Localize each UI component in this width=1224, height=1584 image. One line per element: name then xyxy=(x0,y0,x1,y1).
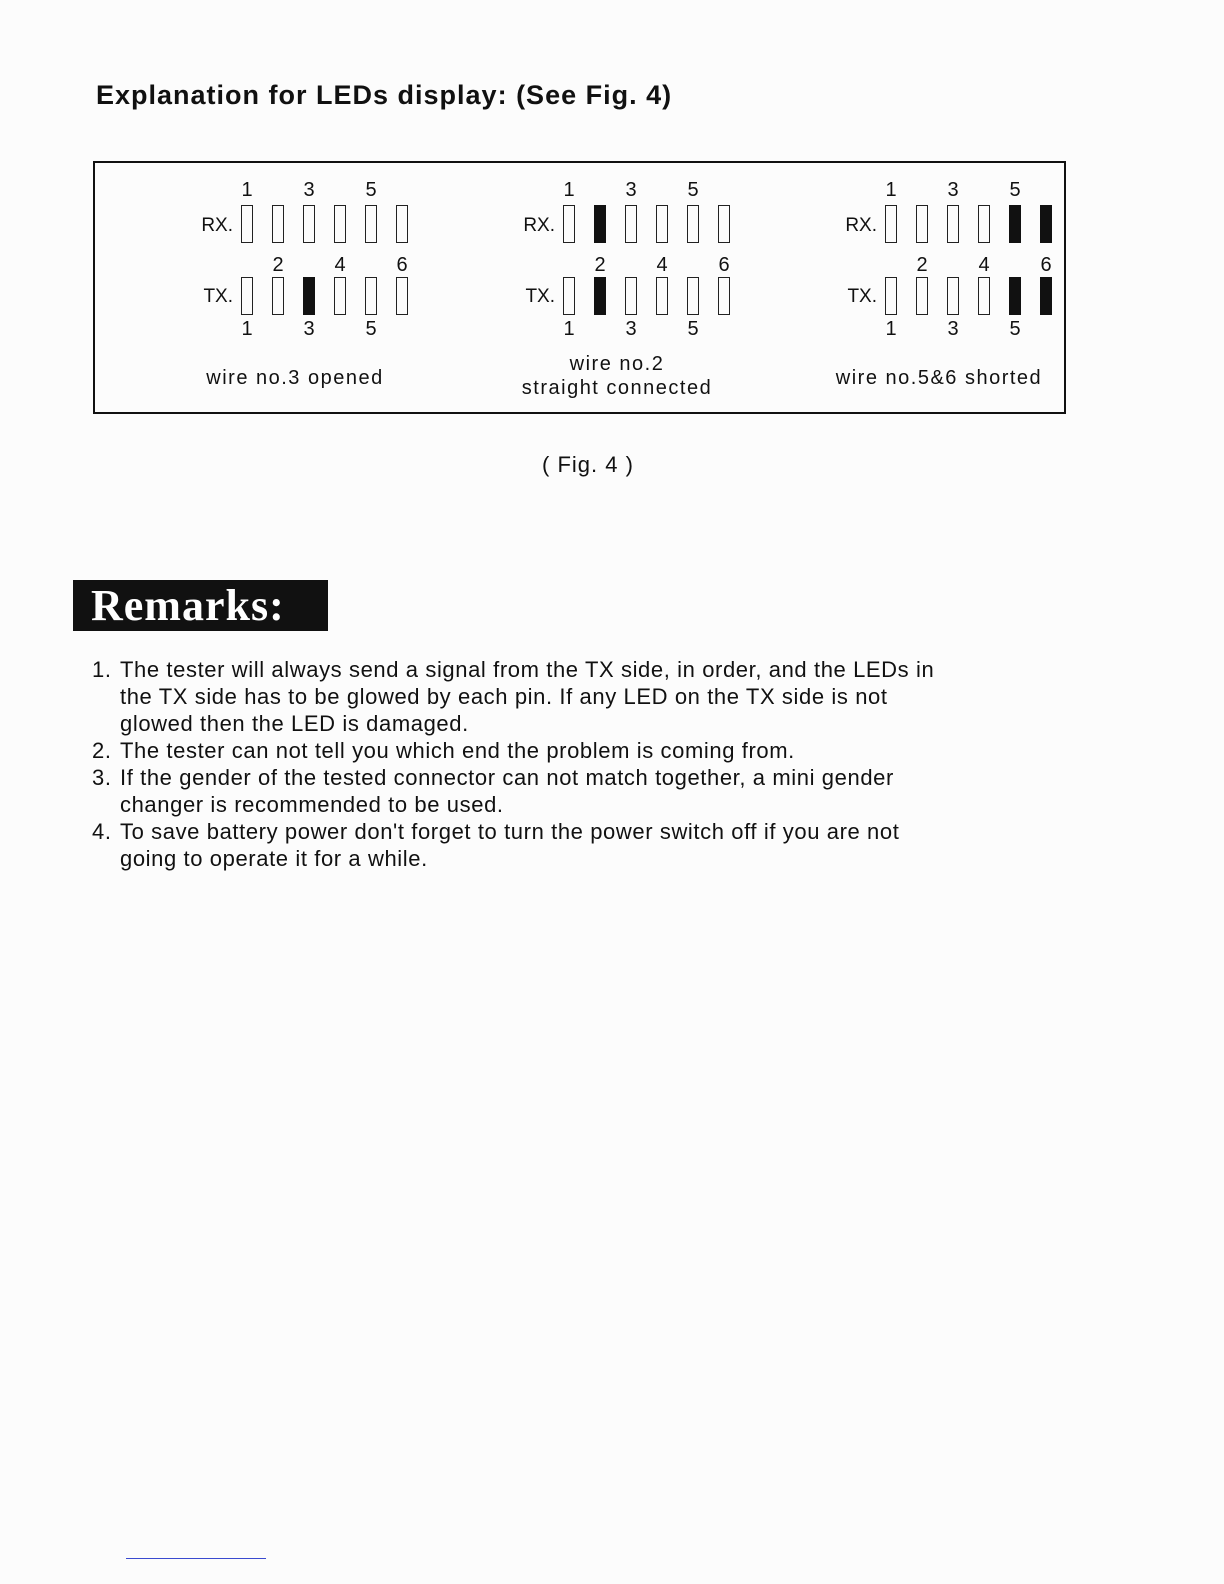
remark-line: changer is recommended to be used. xyxy=(120,792,504,817)
led-number-bottom: 5 xyxy=(365,318,377,340)
led-number-middle: 4 xyxy=(656,254,668,276)
rx-led-unlit xyxy=(687,205,699,243)
led-number-top: 5 xyxy=(687,179,699,201)
tx-led-unlit xyxy=(656,277,668,315)
tx-led-unlit xyxy=(272,277,284,315)
rx-led-unlit xyxy=(396,205,408,243)
rx-led-unlit xyxy=(303,205,315,243)
led-number-top: 1 xyxy=(885,179,897,201)
tx-led-lit xyxy=(594,277,606,315)
rx-led-unlit xyxy=(656,205,668,243)
tx-led-unlit xyxy=(334,277,346,315)
remarks-title: Remarks: xyxy=(73,580,328,631)
led-panel xyxy=(467,163,767,412)
panel-caption: wire no.3 opened xyxy=(206,367,384,389)
tx-led-unlit xyxy=(625,277,637,315)
led-number-bottom: 1 xyxy=(885,318,897,340)
panel-caption: wire no.2 xyxy=(569,353,665,375)
rx-led-unlit xyxy=(241,205,253,243)
rx-led-lit xyxy=(594,205,606,243)
remark-line: glowed then the LED is damaged. xyxy=(120,711,469,736)
rx-led-unlit xyxy=(334,205,346,243)
remark-line: going to operate it for a while. xyxy=(120,846,428,871)
rx-led-unlit xyxy=(365,205,377,243)
remark-item xyxy=(92,656,1052,737)
rx-led-unlit xyxy=(272,205,284,243)
led-number-middle: 4 xyxy=(334,254,346,276)
tx-led-unlit xyxy=(396,277,408,315)
led-number-bottom: 3 xyxy=(625,318,637,340)
rx-led-unlit xyxy=(916,205,928,243)
rx-led-lit xyxy=(1040,205,1052,243)
led-number-bottom: 1 xyxy=(563,318,575,340)
rx-led-unlit xyxy=(947,205,959,243)
led-number-middle: 6 xyxy=(396,254,408,276)
led-number-bottom: 5 xyxy=(1009,318,1021,340)
led-panel xyxy=(145,163,445,412)
led-number-middle: 6 xyxy=(718,254,730,276)
led-number-bottom: 3 xyxy=(947,318,959,340)
led-number-bottom: 3 xyxy=(303,318,315,340)
rx-label: RX. xyxy=(523,215,555,236)
remark-line: If the gender of the tested connector can not match together, a mini gender xyxy=(120,765,894,790)
tx-led-unlit xyxy=(885,277,897,315)
remarks-list xyxy=(92,656,1052,872)
led-number-top: 1 xyxy=(241,179,253,201)
remark-index: 3. xyxy=(92,765,112,790)
led-number-top: 3 xyxy=(625,179,637,201)
bottom-rule xyxy=(126,1558,266,1559)
rx-led-unlit xyxy=(625,205,637,243)
led-number-middle: 2 xyxy=(594,254,606,276)
tx-led-unlit xyxy=(241,277,253,315)
tx-led-unlit xyxy=(718,277,730,315)
led-number-top: 5 xyxy=(1009,179,1021,201)
tx-led-lit xyxy=(1040,277,1052,315)
tx-led-unlit xyxy=(365,277,377,315)
tx-label: TX. xyxy=(203,286,233,307)
led-number-bottom: 5 xyxy=(687,318,699,340)
remark-line: The tester will always send a signal from the TX side, in order, and the LEDs in xyxy=(120,657,935,682)
rx-led-unlit xyxy=(978,205,990,243)
led-number-middle: 2 xyxy=(272,254,284,276)
panel-caption: wire no.5&6 shorted xyxy=(835,367,1043,389)
rx-label: RX. xyxy=(845,215,877,236)
rx-led-unlit xyxy=(563,205,575,243)
led-number-top: 1 xyxy=(563,179,575,201)
remark-item xyxy=(92,764,1052,818)
page-heading: Explanation for LEDs display: (See Fig. 4) xyxy=(96,80,673,110)
led-number-middle: 2 xyxy=(916,254,928,276)
remark-index: 2. xyxy=(92,738,112,763)
led-number-top: 5 xyxy=(365,179,377,201)
tx-led-unlit xyxy=(947,277,959,315)
remark-line: the TX side has to be glowed by each pin. If any LED on the TX side is not xyxy=(120,684,888,709)
rx-led-unlit xyxy=(718,205,730,243)
tx-led-unlit xyxy=(563,277,575,315)
rx-label: RX. xyxy=(201,215,233,236)
figure-caption: ( Fig. 4 ) xyxy=(542,452,634,477)
led-figure xyxy=(93,161,1066,414)
remark-line: To save battery power don't forget to turn the power switch off if you are not xyxy=(120,819,900,844)
tx-led-unlit xyxy=(916,277,928,315)
panel-caption: straight connected xyxy=(521,377,713,399)
led-number-top: 3 xyxy=(947,179,959,201)
tx-label: TX. xyxy=(525,286,555,307)
tx-led-lit xyxy=(1009,277,1021,315)
led-number-middle: 6 xyxy=(1040,254,1052,276)
tx-label: TX. xyxy=(847,286,877,307)
rx-led-lit xyxy=(1009,205,1021,243)
remark-line: The tester can not tell you which end the problem is coming from. xyxy=(120,738,795,763)
rx-led-unlit xyxy=(885,205,897,243)
tx-led-unlit xyxy=(978,277,990,315)
led-panel xyxy=(789,163,1089,412)
remark-index: 1. xyxy=(92,657,112,682)
led-number-top: 3 xyxy=(303,179,315,201)
remark-item xyxy=(92,818,1052,872)
led-number-middle: 4 xyxy=(978,254,990,276)
tx-led-unlit xyxy=(687,277,699,315)
tx-led-lit xyxy=(303,277,315,315)
led-number-bottom: 1 xyxy=(241,318,253,340)
remark-index: 4. xyxy=(92,819,112,844)
remark-item xyxy=(92,737,1052,764)
